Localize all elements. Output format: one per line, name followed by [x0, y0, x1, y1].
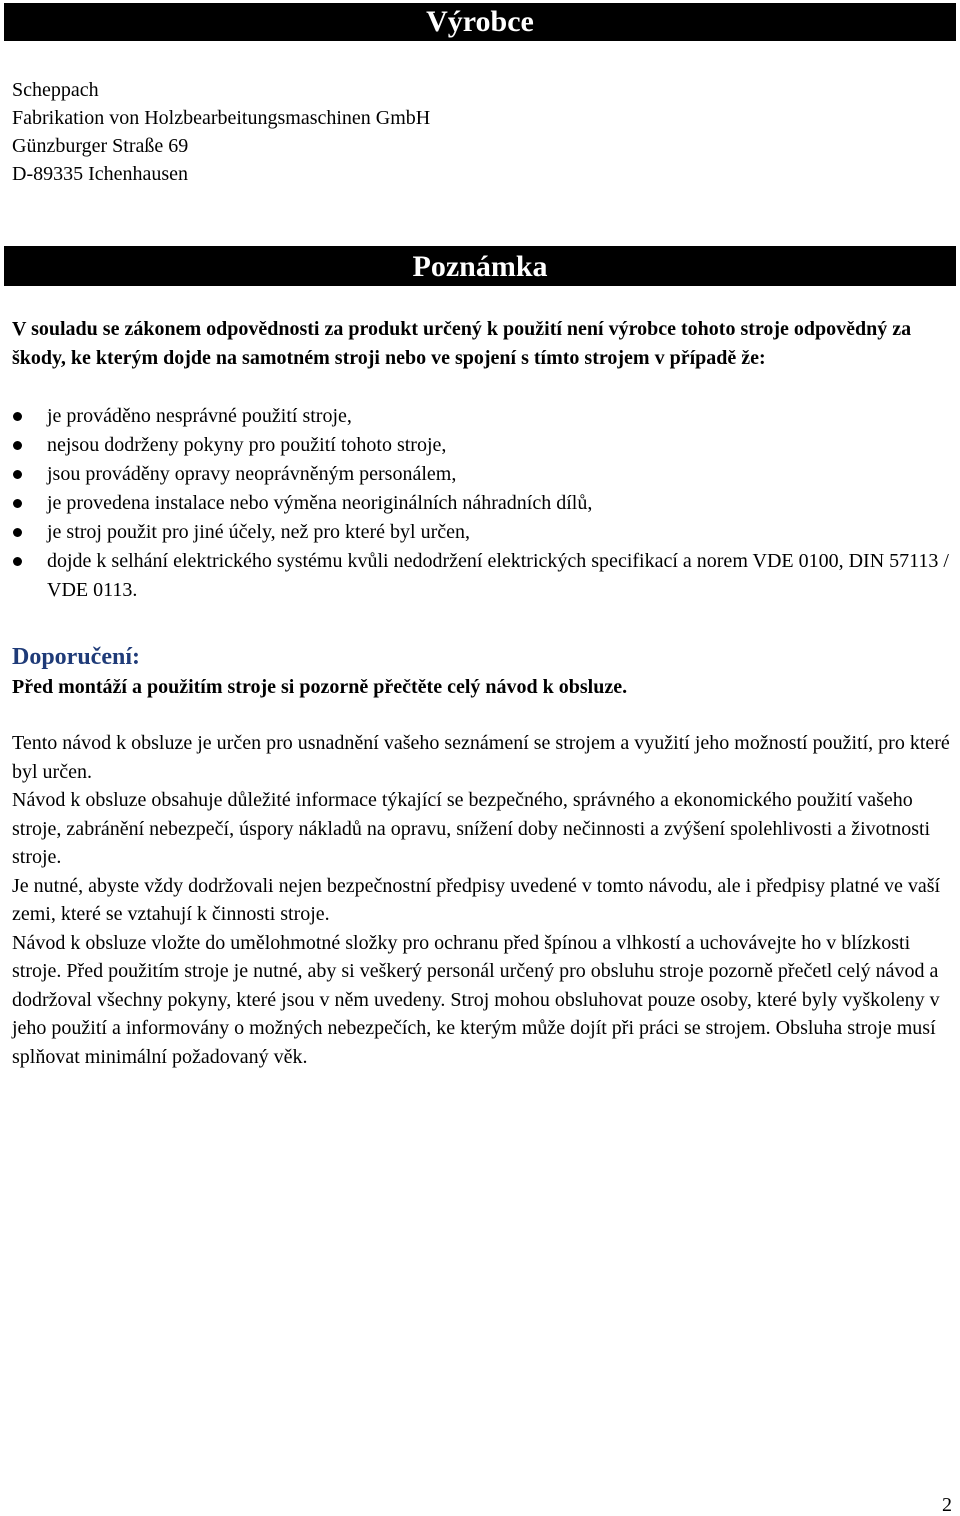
- address-line: D-89335 Ichenhausen: [12, 163, 189, 185]
- list-item-text: je stroj použit pro jiné účely, než pro které byl určen,: [47, 521, 470, 543]
- manufacturer-heading: Výrobce: [426, 5, 534, 38]
- list-item-text: je provedena instalace nebo výměna neoriginálních náhradních dílů,: [47, 492, 593, 514]
- list-item-text: jsou prováděny opravy neoprávněným personálem,: [47, 463, 457, 485]
- manufacturer-heading-bar: [4, 3, 956, 41]
- list-item: [12, 547, 952, 605]
- note-heading: Poznámka: [412, 250, 548, 283]
- list-item: [12, 460, 952, 489]
- bullet-icon: [13, 528, 22, 537]
- list-item-text: nejsou dodrženy pokyny pro použití tohoto stroje,: [47, 434, 447, 456]
- list-item: [12, 431, 952, 460]
- manufacturer-address: [12, 76, 430, 188]
- list-item-text: je prováděno nesprávné použití stroje,: [47, 405, 352, 427]
- recommendation-heading: Doporučení:: [12, 644, 140, 670]
- bullet-icon: [13, 470, 22, 479]
- body-paragraph: Návod k obsluze obsahuje důležité informace týkající se bezpečného, správného a ekonomického použití vašeho stroje, zabránění nebezpečí, úspory nákladů na opravu, snížení doby nečinnosti a zvýšení spolehlivosti a životnosti stroje.: [12, 789, 931, 868]
- list-item: [12, 489, 952, 518]
- list-item: [12, 518, 952, 547]
- liability-conditions-list: [12, 402, 952, 605]
- bullet-icon: [13, 441, 22, 450]
- liability-intro: V souladu se zákonem odpovědnosti za produkt určený k použití není výrobce tohoto stroje odpovědný za škody, ke kterým dojde na samotném stroji nebo ve spojení s tímto strojem v případě že:: [12, 318, 912, 369]
- address-line: Scheppach: [12, 79, 99, 101]
- list-item: [12, 402, 952, 431]
- bullet-icon: [13, 499, 22, 508]
- address-line: Fabrikation von Holzbearbeitungsmaschinen GmbH: [12, 107, 431, 129]
- body-paragraph: Tento návod k obsluze je určen pro usnadnění vašeho seznámení se strojem a využití jeho možností použití, pro které byl určen.: [12, 732, 950, 783]
- list-item-text: dojde k selhání elektrického systému kvůli nedodržení elektrických specifikací a norem VDE 0100, DIN 57113 / VDE 0113.: [47, 550, 949, 601]
- bullet-icon: [13, 557, 22, 566]
- address-line: Günzburger Straße 69: [12, 135, 189, 157]
- recommendation-text: Před montáží a použitím stroje si pozorně přečtěte celý návod k obsluze.: [12, 676, 628, 698]
- bullet-icon: [13, 412, 22, 421]
- note-heading-bar: [4, 246, 956, 286]
- body-paragraph: Návod k obsluze vložte do umělohmotné složky pro ochranu před špínou a vlhkostí a uchovávejte ho v blízkosti stroje. Před použitím stroje je nutné, aby si veškerý personál určený pro obsluhu stroje pozorně přečetl celý návod a dodržoval všechny pokyny, které jsou v něm uvedeny. Stroj mohou obsluhovat pouze osoby, které byly vyškoleny v jeho použití a informovány o možných nebezpečích, ke kterým může dojít při práci se strojem. Obsluha stroje musí splňovat minimální požadovaný věk.: [12, 931, 940, 1068]
- page-number: 2: [942, 1494, 952, 1516]
- body-paragraph: Je nutné, abyste vždy dodržovali nejen bezpečnostní předpisy uvedené v tomto návodu, ale i předpisy platné ve vaší zemi, které se vztahují k činnosti stroje.: [12, 874, 941, 925]
- manual-description: [12, 729, 952, 1071]
